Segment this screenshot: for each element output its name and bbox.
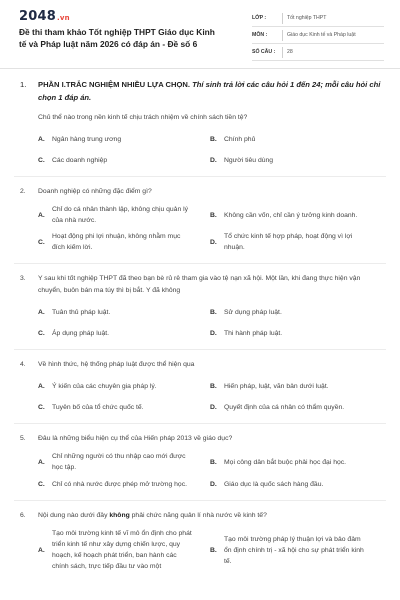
document-title: Đề thi tham khảo Tốt nghiệp THPT Giáo dục Kinh tế và Pháp luật năm 2026 có đáp án - Đề số 6 [19,27,215,49]
option-b[interactable]: B. Tạo môi trường pháp lý thuận lợi và bảo đảm ổn định chính trị - xã hội cho sự phát triển kinh tế. [210,535,364,565]
option-d[interactable]: D. Giáo dục là quốc sách hàng đầu. [210,480,324,488]
question-text: Nội dung nào dưới đây không phải chức năng quản lí nhà nước về kinh tế? [38,512,267,519]
option-a[interactable]: A. Ngân hàng trung ương [38,135,122,143]
exam-meta [252,10,384,61]
question-text: Doanh nghiệp có những đặc điểm gì? [38,188,152,195]
option-a[interactable]: A. Tạo môi trường kinh tế vĩ mô ổn định cho phát triển kinh tế như xây dựng chiến lược, quy hoạch, kế hoạch phát triển, ban hành các chính sách, trực tiếp đầu tư vào một [38,530,192,570]
question-text: Về hình thức, hệ thống pháp luật được thể hiện qua [38,361,195,368]
option-d[interactable]: D. Quyết định của cá nhân có thẩm quyền. [210,403,345,411]
site-logo[interactable]: 2048.vn [19,9,70,24]
question-text: Đâu là những biểu hiện cụ thể của Hiến pháp 2013 về giáo dục? [38,435,233,442]
option-b[interactable]: B. Chính phủ [210,135,256,143]
option-d[interactable]: D. Người tiêu dùng [210,156,274,164]
option-c[interactable]: C. Hoạt động phi lợi nhuận, không nhằm mục đích kiếm lời. [38,233,181,251]
question-4: 4. Về hình thức, hệ thống pháp luật được thể hiện qua A. Ý kiến của các chuyên gia pháp lý. B. Hiến pháp, luật, văn bản dưới luật. C. Tuyên bố của tổ chức quốc tế. D. Quyết định của cá nhân có thẩm quyền. [0,359,400,424]
meta-row-class: LỚP : Tốt nghiệp THPT [252,10,384,27]
option-d[interactable]: D. Thi hành pháp luật. [210,329,283,337]
meta-subject-value[interactable]: Giáo dục Kinh tế và Pháp luật [287,32,356,38]
option-b[interactable]: B. Không cần vốn, chỉ cần ý tưởng kinh doanh. [210,211,358,219]
option-d[interactable]: D. Tổ chức kinh tế hợp pháp, hoạt động vì lợi nhuận. [210,233,353,251]
option-a[interactable]: A. Ý kiến của các chuyên gia pháp lý. [38,382,157,390]
meta-row-subject: MÔN : Giáo dục Kinh tế và Pháp luật [252,27,384,44]
option-c[interactable]: C. Chỉ có nhà nước được phép mở trường học. [38,480,188,488]
part-heading: 1. PHẦN I.TRẮC NGHIỆM NHIỀU LỰA CHỌN. Thí sinh trả lời các câu hỏi 1 đến 24; mỗi câu hỏi chỉ chọn 1 đáp án. [20,80,381,102]
exam-content [0,78,400,572]
question-3: 3. Y sau khi tốt nghiệp THPT đã theo bạn bè rủ rê tham gia vào tệ nạn xã hội. Một lần, khi đang thực hiện vận chuyển, buôn bán ma túy thì bị bắt. Y đã không A. Tuân thủ pháp luật. B. Sử dụng pháp luật. C. Áp dụng pháp luật. D. Thi hành pháp luật. [0,273,400,350]
option-a[interactable]: A. Chỉ do cá nhân thành lập, không chịu quản lý của nhà nước. [38,206,189,224]
question-text: Y sau khi tốt nghiệp THPT đã theo bạn bè rủ rê tham gia vào tệ nạn xã hội. Một lần, khi đang thực hiện vận chuyển, buôn bán ma túy thì bị bắt. Y đã không [38,275,361,294]
meta-row-count: SỐ CÂU : 28 [252,44,384,61]
question-text: Chủ thể nào trong nền kinh tế chịu trách nhiệm về chính sách tiền tệ? [38,114,248,121]
option-b[interactable]: B. Mọi công dân bắt buộc phải học đại học. [210,458,347,466]
question-2: 2. Doanh nghiệp có những đặc điểm gì? A. Chỉ do cá nhân thành lập, không chịu quản lý của nhà nước. B. Không cần vốn, chỉ cần ý tưởng kinh doanh. C. Hoạt động phi lợi nhuận, không nhằm mục đích kiếm lời. D. Tổ chức kinh tế hợp pháp, hoạt động vì lợi nhuận. [0,186,400,264]
option-b[interactable]: B. Sử dụng pháp luật. [210,308,282,316]
meta-class-value[interactable]: Tốt nghiệp THPT [287,15,327,21]
question-5: 5. Đâu là những biểu hiện cụ thể của Hiến pháp 2013 về giáo dục? A. Chỉ những người có thu nhập cao mới được học tập. B. Mọi công dân bắt buộc phải học đại học. C. Chỉ có nhà nước được phép mở trường học. D. Giáo dục là quốc sách hàng đầu. [0,433,400,501]
question-1 [0,112,400,177]
option-c[interactable]: C. Các doanh nghiệp [38,156,108,164]
option-b[interactable]: B. Hiến pháp, luật, văn bản dưới luật. [210,382,329,390]
option-a[interactable]: A. Tuân thủ pháp luật. [38,308,111,316]
question-6: 6. Nội dung nào dưới đây không phải chức năng quản lí nhà nước về kinh tế? A. Tạo môi trường kinh tế vĩ mô ổn định cho phát triển kinh tế như xây dựng chiến lược, quy hoạch, kế hoạch phát triển, ban hành các chính sách, trực tiếp đầu tư vào một B. Tạo môi trường pháp lý thuận lợi và bảo đảm ổn định chính trị - xã hội cho sự phát triển kinh tế. [0,510,400,572]
document-header [0,0,400,66]
header-divider [0,68,400,69]
meta-count-value: 28 [287,49,293,55]
option-c[interactable]: C. Tuyên bố của tổ chức quốc tế. [38,403,144,411]
option-c[interactable]: C. Áp dụng pháp luật. [38,329,110,337]
option-a[interactable]: A. Chỉ những người có thu nhập cao mới được học tập. [38,453,186,471]
